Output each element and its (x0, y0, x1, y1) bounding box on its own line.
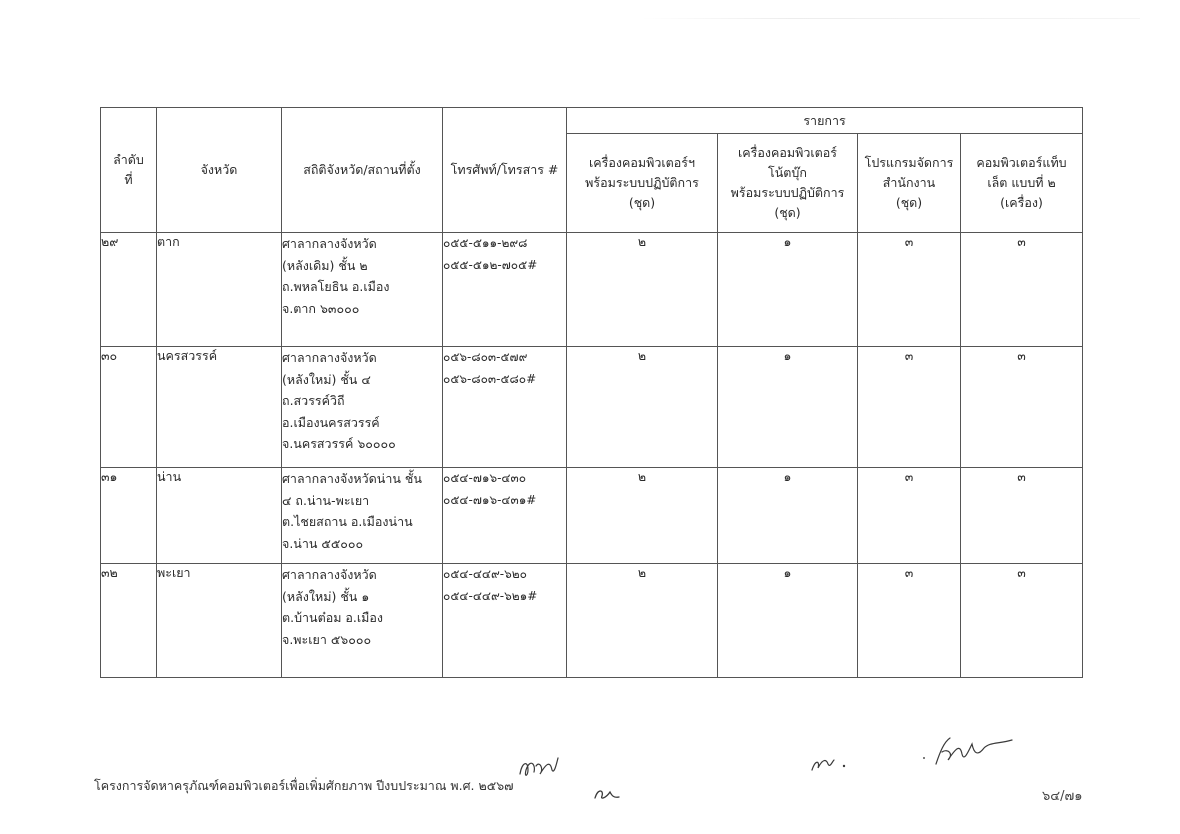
row-tablet-count: ๓ (961, 347, 1083, 468)
phone-line: ๐๕๔-๔๔๙-๖๒๐ (443, 567, 527, 581)
phone-line: ๐๕๕-๕๑๑-๒๙๘ (443, 236, 528, 250)
table-row (101, 564, 1083, 678)
row-phones (443, 347, 567, 468)
page-number: ๖๔/๗๑ (1042, 789, 1083, 804)
address-line: จ.น่าน ๕๕๐๐๐ (282, 535, 364, 551)
signature-4-icon (918, 734, 1018, 772)
header-office-software-label: โปรแกรมจัดการ สำนักงาน (ชุด) (864, 155, 954, 210)
header-phone (443, 108, 567, 233)
header-items-group-label: รายการ (803, 112, 846, 128)
signature-1-icon (516, 752, 562, 782)
header-office-label: สถิติจังหวัด/สถานที่ตั้ง (303, 162, 421, 177)
row-address (282, 468, 443, 564)
header-office-software (858, 134, 961, 233)
row-address (282, 564, 443, 678)
phone-line: ๐๕๔-๗๑๖-๔๓๑# (443, 492, 537, 507)
header-notebook-label: เครื่องคอมพิวเตอร์ โน้ตบุ๊ก พร้อมระบบปฏิบัติการ (ชุด) (730, 145, 845, 220)
address-line: ถ.พหลโยธิน อ.เมือง (282, 279, 390, 294)
row-index: ๒๙ (101, 233, 157, 347)
address-line: ศาลากลางจังหวัด (282, 567, 377, 582)
header-desktop (567, 134, 718, 233)
row-index: ๓๒ (101, 564, 157, 678)
header-province-label: จังหวัด (200, 162, 238, 177)
row-notebook-count: ๑ (718, 347, 858, 468)
row-province: นครสวรรค์ (157, 347, 282, 468)
row-province: พะเยา (157, 564, 282, 678)
address-line: ต.ไชยสถาน อ.เมืองน่าน (282, 514, 413, 529)
equipment-allocation-table (100, 107, 1083, 678)
address-line: ต.บ้านต๋อม อ.เมือง (282, 610, 384, 625)
table-row (101, 468, 1083, 564)
row-desktop-count: ๒ (567, 233, 718, 347)
footer-project-title: โครงการจัดหาครุภัณฑ์คอมพิวเตอร์เพื่อเพิ่มศักยภาพ ปีงบประมาณ พ.ศ. ๒๕๖๗ (94, 778, 514, 793)
header-index (101, 108, 157, 233)
header-office (282, 108, 443, 233)
address-line: จ.นครสวรรค์ ๖๐๐๐๐ (282, 436, 396, 451)
table-row (101, 347, 1083, 468)
row-phones (443, 564, 567, 678)
signature-3-icon (808, 752, 848, 778)
phone-line: ๐๕๕-๕๑๒-๗๐๕# (443, 257, 538, 272)
row-index: ๓๑ (101, 468, 157, 564)
row-notebook-count: ๑ (718, 468, 858, 564)
address-line: ถ.สวรรค์วิถี (282, 393, 345, 408)
row-tablet-count: ๓ (961, 468, 1083, 564)
header-items-group (567, 108, 1083, 134)
address-line: (หลังใหม่) ชั้น ๔ (282, 371, 371, 387)
address-line: จ.ตาก ๖๓๐๐๐ (282, 300, 360, 316)
header-phone-label: โทรศัพท์/โทรสาร # (450, 162, 559, 177)
row-office-software-count: ๓ (858, 347, 961, 468)
header-index-label: ลำดับ ที่ (113, 152, 144, 187)
row-index: ๓๐ (101, 347, 157, 468)
row-office-software-count: ๓ (858, 468, 961, 564)
row-tablet-count: ๓ (961, 233, 1083, 347)
scan-artifact-line (640, 18, 1140, 19)
phone-line: ๐๕๔-๔๔๙-๖๒๑# (443, 588, 538, 603)
phone-line: ๐๕๔-๗๑๖-๔๓๐ (443, 471, 527, 485)
address-line: อ.เมืองนครสวรรค์ (282, 414, 380, 430)
row-office-software-count: ๓ (858, 233, 961, 347)
row-notebook-count: ๑ (718, 564, 858, 678)
row-province: น่าน (157, 468, 282, 564)
table-body (101, 233, 1083, 678)
address-line: ศาลากลางจังหวัด (282, 350, 377, 365)
address-line: ๔ ถ.น่าน-พะเยา (282, 492, 370, 508)
row-phones (443, 233, 567, 347)
row-province: ตาก (157, 233, 282, 347)
row-tablet-count: ๓ (961, 564, 1083, 678)
header-tablet (961, 134, 1083, 233)
address-line: ศาลากลางจังหวัดน่าน ชั้น (282, 471, 422, 486)
row-desktop-count: ๒ (567, 564, 718, 678)
address-line: (หลังใหม่) ชั้น ๑ (282, 588, 370, 604)
table-row (101, 233, 1083, 347)
row-phones (443, 468, 567, 564)
row-office-software-count: ๓ (858, 564, 961, 678)
row-address (282, 347, 443, 468)
header-desktop-label: เครื่องคอมพิวเตอร์ฯ พร้อมระบบปฏิบัติการ (ชุด) (585, 155, 699, 210)
phone-line: ๐๕๖-๘๐๓-๕๘๐# (443, 371, 537, 386)
header-tablet-label: คอมพิวเตอร์แท็บ เล็ต แบบที่ ๒ (เครื่อง) (976, 155, 1067, 210)
phone-line: ๐๕๖-๘๐๓-๕๗๙ (443, 350, 528, 364)
signature-2-icon (592, 784, 622, 804)
row-desktop-count: ๒ (567, 468, 718, 564)
row-notebook-count: ๑ (718, 233, 858, 347)
header-province (157, 108, 282, 233)
address-line: จ.พะเยา ๕๖๐๐๐ (282, 631, 372, 647)
address-line: ศาลากลางจังหวัด (282, 236, 377, 251)
address-line: (หลังเดิม) ชั้น ๒ (282, 257, 368, 273)
row-desktop-count: ๒ (567, 347, 718, 468)
header-notebook (718, 134, 858, 233)
row-address (282, 233, 443, 347)
